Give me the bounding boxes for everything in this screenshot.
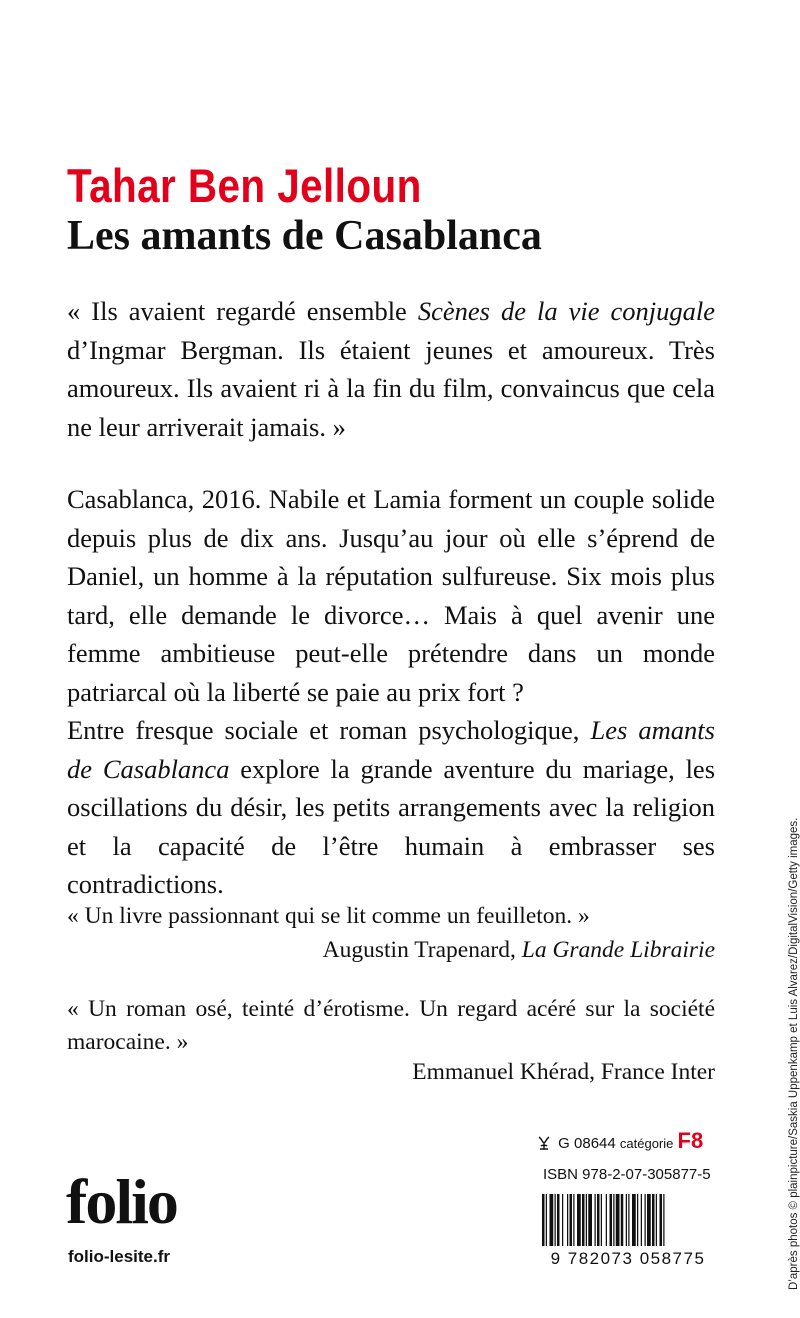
description-after: explore la grande aventure du mariage, les oscillations du désir, les petits arrangements avec la religion et la capacité de l’être humain à embrasser ses contradictions. <box>67 753 716 899</box>
category-code: F8 <box>677 1128 704 1153</box>
barcode-bar <box>577 1194 581 1246</box>
barcode-bar <box>647 1194 651 1246</box>
review-quote-2: « Un roman osé, teinté d’érotisme. Un regard acéré sur la société marocaine. » <box>67 996 715 1055</box>
review-source-2: Emmanuel Khérad, France Inter <box>412 1059 715 1085</box>
barcode-bar <box>582 1194 585 1246</box>
barcode-bar <box>606 1194 607 1246</box>
barcode-bar <box>663 1194 664 1246</box>
review-source-1-work: La Grande Librairie <box>521 937 715 963</box>
barcode-bar <box>616 1194 620 1246</box>
barcode-bar <box>542 1194 545 1246</box>
barcode-bar <box>656 1194 657 1246</box>
barcode-bar <box>555 1194 556 1246</box>
author-name: Tahar Ben Jelloun <box>67 159 422 212</box>
barcode-bar <box>567 1194 568 1246</box>
barcode-bar <box>645 1194 646 1246</box>
catalog-info <box>536 1130 703 1155</box>
isbn: ISBN 978-2-07-305877-5 <box>543 1166 711 1183</box>
review-quote-1: « Un livre passionnant qui se lit comme un feuilleton. » <box>67 903 590 929</box>
barcode-bar <box>586 1194 587 1246</box>
barcode-bar <box>610 1194 613 1246</box>
excerpt-quote <box>67 292 715 446</box>
barcode-bar <box>626 1194 627 1246</box>
barcode-bar <box>621 1194 624 1246</box>
barcode-bar <box>637 1194 638 1246</box>
barcode-bar <box>595 1194 596 1246</box>
publisher-website: folio-lesite.fr <box>68 1247 171 1266</box>
barcode-bar <box>562 1194 563 1246</box>
barcode-bar <box>660 1194 663 1246</box>
barcode-bar <box>652 1194 655 1246</box>
barcode-bar <box>628 1194 629 1246</box>
gallimard-emblem-icon <box>536 1135 552 1151</box>
excerpt-film-title: Scènes de la vie conjugale <box>417 296 716 326</box>
barcode <box>538 1194 718 1266</box>
catalog-code: G 08644 <box>558 1135 616 1152</box>
photo-credit: D’après photos © plainpicture/Saskia Uppenkamp et Luis Alvarez/DigitalVision/Getty images. <box>788 817 800 1290</box>
description <box>67 711 715 904</box>
barcode-bar <box>570 1194 573 1246</box>
barcode-bar <box>550 1194 554 1246</box>
category-label: catégorie <box>619 1136 674 1151</box>
barcode-bar <box>557 1194 560 1246</box>
folio-logo: folio <box>66 1166 177 1237</box>
synopsis: Casablanca, 2016. Nabile et Lamia forment un couple solide depuis plus de dix ans. Jusqu’au jour où elle s’éprend de Daniel, un homme à la réputation sulfureuse. Six mois plus tard, elle demande le divorce… Mais à quel avenir une femme ambitieuse peut-elle prétendre dans un monde patriarcal où la liberté se paie au prix fort ? <box>67 484 715 707</box>
review-source-1 <box>67 934 715 967</box>
barcode-bar <box>601 1194 602 1246</box>
barcode-bar <box>573 1194 574 1246</box>
barcode-bar <box>588 1194 592 1246</box>
barcode-bar <box>632 1194 636 1246</box>
barcode-bar <box>597 1194 600 1246</box>
barcode-digits: 9 782073 058775 <box>550 1249 706 1266</box>
description-before: Entre fresque sociale et roman psychologique, <box>67 715 591 745</box>
barcode-bars <box>542 1194 665 1246</box>
excerpt-before: « Ils avaient regardé ensemble <box>67 296 418 326</box>
book-title: Les amants de Casablanca <box>67 213 542 259</box>
excerpt-after: d’Ingmar Bergman. Ils étaient jeunes et amoureux. Très amoureux. Ils avaient ri à la fin du film, convaincus que cela ne leur arriverait jamais. » <box>67 334 715 442</box>
description-book-title: Les amants de Casablanca <box>67 715 715 784</box>
barcode-bar <box>546 1194 547 1246</box>
barcode-bar <box>641 1194 642 1246</box>
review-source-1-name: Augustin Trapenard, <box>322 937 522 963</box>
barcode-bar <box>613 1194 614 1246</box>
